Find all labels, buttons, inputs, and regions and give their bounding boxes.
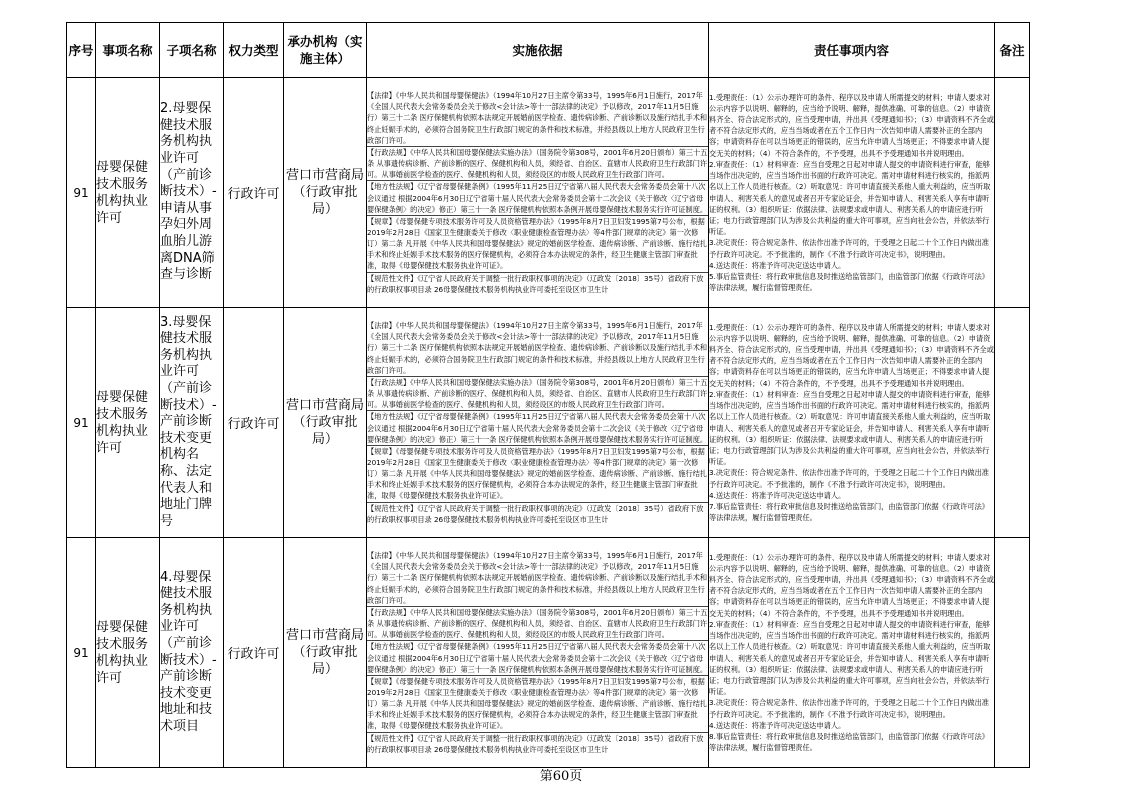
powers-table: [66, 22, 1030, 768]
row-organization: 营口市营商局（行政审批局）: [284, 78, 367, 308]
header-type: 权力类型: [224, 23, 284, 78]
basis-local-regulation: 【地方性法规】《辽宁省母婴保健条例》（1995年11月25日辽宁省第八届人民代表大会常务委员会第十八次会议通过 根据2004年6月30日辽宁省第十届人民代表大会常务委员会第十二次会议《关于修改〈辽宁省母婴保健条例〉的决定》修正）第三十一条 医疗保健机构依照本条例开展母婴保健技术服务实行许可证制度。: [367, 641, 708, 675]
duty-acceptance: 1.受理责任：（1）公示办理许可的条件、程序以及申请人所需提交的材料；申请人要求对公示内容予以说明、解释的，应当给予说明、解释，提供准确、可靠的信息。（2）申请资料齐全、符合法定形式的，应当受理申请，并出具《受理通知书》；（3）申请资料不齐全或者不符合法定形式的，应当当场或者在五个工作日内一次告知申请人需要补正的全部内容；申请资料存在可以当场更正的错误的，应当允许申请人当场更正；不得要求申请人提交无关的材料；（4）不符合条件的，不予受理，出具不予受理通知书并说明理由。: [709, 552, 994, 618]
row-sub-item-name: 2.母婴保健技术服务机构执业许可（产前诊断技术）-申请从事孕妇外周血胎儿游离DNA筛查与诊断: [160, 78, 224, 308]
duty-delivery: 4.送达责任：将准予许可决定送达申请人。: [709, 260, 846, 270]
duty-review: 2.审查责任：（1）材料审查：应当自受理之日起对申请人提交的申请资料进行审查，能够当场作出决定的，应当当场作出书面的行政许可决定。需对申请材料进行核实的，指派两名以上工作人员进行核查。（2）听取意见：许可申请直接关系他人重大利益的，应当听取申请人、利害关系人的意见或者召开专家论证会，并告知申请人、利害关系人享有申请听证的权利。（3）组织听证：依据法律、法规要求或申请人、利害关系人的申请应进行听证；电力行政管理部门认为涉及公共利益的重大许可事项，应当向社会公告，并依法举行听证。: [709, 159, 991, 237]
header-row: [67, 23, 1030, 78]
basis-normative-document: 【规范性文件】《辽宁省人民政府关于调整一批行政职权事项的决定》（辽政发〔2018〕35号）省政府下放的行政职权事项目录 26母婴保健技术服务机构执业许可委托至设区市卫生计: [367, 273, 704, 294]
header-idx: 序号: [67, 23, 96, 78]
duty-delivery: 4.送达责任：将准予许可决定送达申请人。: [709, 720, 846, 730]
basis-normative-document: 【规范性文件】《辽宁省人民政府关于调整一批行政职权事项的决定》（辽政发〔2018〕35号）省政府下放的行政职权事项目录 26母婴保健技术服务机构执业许可委托至设区市卫生计: [367, 733, 704, 754]
duty-supervision: 5.事后监管责任：将行政审批信息及时推送给监管部门，由监管部门依据《行政许可法》等法律法规，履行监督管理责任。: [709, 271, 989, 293]
row-organization: 营口市营商局（行政审批局）: [284, 538, 367, 768]
duty-delivery: 4.送达责任：将准予许可决定送达申请人。: [709, 490, 846, 500]
table-row: [67, 538, 1030, 768]
row-duty-content: [709, 308, 995, 538]
duty-decision: 3.决定责任：符合规定条件、依法作出准予许可的，于受理之日起二十个工作日内做出准予行政许可决定。不予批准的，制作《不准予行政许可决定书》，说明理由。: [709, 698, 989, 719]
basis-local-regulation: 【地方性法规】《辽宁省母婴保健条例》（1995年11月25日辽宁省第八届人民代表大会常务委员会第十八次会议通过 根据2004年6月30日辽宁省第十届人民代表大会常务委员会第十二次会议《关于修改〈辽宁省母婴保健条例〉的决定》修正）第三十一条 医疗保健机构依照本条例开展母婴保健技术服务实行许可证制度。: [367, 181, 708, 215]
header-sub: 子项名称: [160, 23, 224, 78]
duty-decision: 3.决定责任：符合规定条件、依法作出准予许可的，于受理之日起二十个工作日内做出准予行政许可决定。不予批准的，制作《不准予行政许可决定书》，说明理由。: [709, 238, 989, 259]
header-note: 备注: [995, 23, 1030, 78]
row-duty-content: [709, 538, 995, 768]
row-index: 91: [67, 538, 96, 768]
header-basis: 实施依据: [367, 23, 709, 78]
basis-admin-regulation: 【行政法规】《中华人民共和国母婴保健法实施办法》（国务院令第308号，2001年6月20日颁布）第三十五条 从事遗传病诊断、产前诊断的医疗、保健机构和人员，须经省、自治区、直辖市人民政府卫生行政部门许可。从事婚前医学检查的医疗、保健机构和人员，须经设区的市级人民政府卫生行政部门许可。: [367, 377, 708, 411]
duty-acceptance: 1.受理责任：（1）公示办理许可的条件、程序以及申请人所需提交的材料；申请人要求对公示内容予以说明、解释的，应当给予说明、解释，提供准确、可靠的信息。（2）申请资料齐全、符合法定形式的，应当受理申请，并出具《受理通知书》；（3）申请资料不齐全或者不符合法定形式的，应当当场或者在五个工作日内一次告知申请人需要补正的全部内容；申请资料存在可以当场更正的错误的，应当允许申请人当场更正；不得要求申请人提交无关的材料；（4）不符合条件的，不予受理，出具不予受理通知书并说明理由。: [709, 92, 994, 158]
row-power-type: 行政许可: [224, 538, 284, 768]
basis-admin-regulation: 【行政法规】《中华人民共和国母婴保健法实施办法》（国务院令第308号，2001年6月20日颁布）第三十五条 从事遗传病诊断、产前诊断的医疗、保健机构和人员，须经省、自治区、直辖市人民政府卫生行政部门许可。从事婚前医学检查的医疗、保健机构和人员，须经设区的市级人民政府卫生行政部门许可。: [367, 147, 708, 181]
basis-admin-regulation: 【行政法规】《中华人民共和国母婴保健法实施办法》（国务院令第308号，2001年6月20日颁布）第三十五条 从事遗传病诊断、产前诊断的医疗、保健机构和人员，须经省、自治区、直辖市人民政府卫生行政部门许可。从事婚前医学检查的医疗、保健机构和人员，须经设区的市级人民政府卫生行政部门许可。: [367, 607, 708, 641]
row-power-type: 行政许可: [224, 308, 284, 538]
row-note: [995, 538, 1030, 768]
row-sub-item-name: 4.母婴保健技术服务机构执业许可（产前诊断技术）-产前诊断技术变更地址和技术项目: [160, 538, 224, 768]
duty-acceptance: 1.受理责任：（1）公示办理许可的条件、程序以及申请人所需提交的材料；申请人要求对公示内容予以说明、解释的，应当给予说明、解释，提供准确、可靠的信息。（2）申请资料齐全、符合法定形式的，应当受理申请，并出具《受理通知书》；（3）申请资料不齐全或者不符合法定形式的，应当当场或者在五个工作日内一次告知申请人需要补正的全部内容；申请资料存在可以当场更正的错误的，应当允许申请人当场更正；不得要求申请人提交无关的材料；（4）不符合条件的，不予受理，出具不予受理通知书并说明理由。: [709, 322, 994, 388]
row-note: [995, 308, 1030, 538]
duty-decision: 3.决定责任：符合规定条件、依法作出准予许可的，于受理之日起二十个工作日内做出准予行政许可决定。不予批准的，制作《不准予行政许可决定书》，说明理由。: [709, 468, 989, 489]
row-legal-basis: [367, 538, 709, 768]
header-org: 承办机构（实施主体）: [284, 23, 367, 78]
row-index: 91: [67, 78, 96, 308]
row-index: 91: [67, 308, 96, 538]
table-row: [67, 78, 1030, 308]
basis-rule: 【规章】《母婴保健专项技术服务许可及人员资格管理办法》（1995年8月7日卫妇发1995第7号公布，根据2019年2月28日《国家卫生健康委关于修改〈职业健康检查管理办法〉等4件部门规章的决定》第一次修订）第二条 凡开展《中华人民共和国母婴保健法》规定的婚前医学检查、遗传病诊断、产前诊断、施行结扎手术和终止妊娠手术技术服务的医疗保健机构，必须符合本办法规定的条件，经卫生健康主管部门审查批准，取得《母婴保健技术服务执业许可证》。: [367, 446, 708, 503]
page-number: 第60页: [539, 769, 583, 784]
header-item: 事项名称: [96, 23, 160, 78]
row-duty-content: [709, 78, 995, 308]
row-item-name: 母婴保健技术服务机构执业许可: [96, 538, 160, 768]
row-organization: 营口市营商局（行政审批局）: [284, 308, 367, 538]
basis-law: 【法律】《中华人民共和国母婴保健法》（1994年10月27日主席令第33号，1995年6月1日施行，2017年《全国人民代表大会常务委员会关于修改<会计法>等十一部法律的决定》予以修改，2017年11月5日施行）第三十二条 医疗保健机构依照本法规定开展婚前医学检查、遗传病诊断、产前诊断以及施行结扎手术和终止妊娠手术的，必须符合国务院卫生行政部门规定的条件和技术标准，并经县级以上地方人民政府卫生行政部门许可。: [367, 550, 708, 607]
basis-local-regulation: 【地方性法规】《辽宁省母婴保健条例》（1995年11月25日辽宁省第八届人民代表大会常务委员会第十八次会议通过 根据2004年6月30日辽宁省第十届人民代表大会常务委员会第十二次会议《关于修改〈辽宁省母婴保健条例〉的决定》修正）第三十一条 医疗保健机构依照本条例开展母婴保健技术服务实行许可证制度。: [367, 411, 708, 445]
basis-law: 【法律】《中华人民共和国母婴保健法》（1994年10月27日主席令第33号，1995年6月1日施行，2017年《全国人民代表大会常务委员会关于修改<会计法>等十一部法律的决定》予以修改，2017年11月5日施行）第三十二条 医疗保健机构依照本法规定开展婚前医学检查、遗传病诊断、产前诊断以及施行结扎手术和终止妊娠手术的，必须符合国务院卫生行政部门规定的条件和技术标准，并经县级以上地方人民政府卫生行政部门许可。: [367, 90, 708, 147]
header-duty: 责任事项内容: [709, 23, 995, 78]
basis-rule: 【规章】《母婴保健专项技术服务许可及人员资格管理办法》（1995年8月7日卫妇发1995第7号公布，根据2019年2月28日《国家卫生健康委关于修改〈职业健康检查管理办法〉等4件部门规章的决定》第一次修订）第二条 凡开展《中华人民共和国母婴保健法》规定的婚前医学检查、遗传病诊断、产前诊断、施行结扎手术和终止妊娠手术技术服务的医疗保健机构，必须符合本办法规定的条件，经卫生健康主管部门审查批准，取得《母婴保健技术服务执业许可证》。: [367, 676, 708, 733]
basis-normative-document: 【规范性文件】《辽宁省人民政府关于调整一批行政职权事项的决定》（辽政发〔2018〕35号）省政府下放的行政职权事项目录 26母婴保健技术服务机构执业许可委托至设区市卫生计: [367, 503, 704, 524]
row-legal-basis: [367, 78, 709, 308]
duty-review: 2.审查责任：（1）材料审查：应当自受理之日起对申请人提交的申请资料进行审查，能够当场作出决定的，应当当场作出书面的行政许可决定。需对申请材料进行核实的，指派两名以上工作人员进行核查。（2）听取意见：许可申请直接关系他人重大利益的，应当听取申请人、利害关系人的意见或者召开专家论证会，并告知申请人、利害关系人享有申请听证的权利。（3）组织听证：依据法律、法规要求或申请人、利害关系人的申请应进行听证；电力行政管理部门认为涉及公共利益的重大许可事项，应当向社会公告，并依法举行听证。: [709, 389, 991, 467]
duty-supervision: 7.事后监管责任：将行政审批信息及时推送给监管部门，由监管部门依据《行政许可法》等法律法规，履行监督管理责任。: [709, 501, 989, 523]
duty-supervision: 8.事后监管责任：将行政审批信息及时推送给监管部门，由监管部门依据《行政许可法》等法律法规，履行监督管理责任。: [709, 731, 989, 753]
row-item-name: 母婴保健技术服务机构执业许可: [96, 78, 160, 308]
row-power-type: 行政许可: [224, 78, 284, 308]
row-sub-item-name: 3.母婴保健技术服务机构执业许可（产前诊断技术）-产前诊断技术变更机构名称、法定代表人和地址门牌号: [160, 308, 224, 538]
row-legal-basis: [367, 308, 709, 538]
basis-rule: 【规章】《母婴保健专项技术服务许可及人员资格管理办法》（1995年8月7日卫妇发1995第7号公布，根据2019年2月28日《国家卫生健康委关于修改〈职业健康检查管理办法〉等4件部门规章的决定》第一次修订）第二条 凡开展《中华人民共和国母婴保健法》规定的婚前医学检查、遗传病诊断、产前诊断、施行结扎手术和终止妊娠手术技术服务的医疗保健机构，必须符合本办法规定的条件，经卫生健康主管部门审查批准，取得《母婴保健技术服务执业许可证》。: [367, 216, 708, 273]
row-note: [995, 78, 1030, 308]
duty-review: 2.审查责任：（1）材料审查：应当自受理之日起对申请人提交的申请资料进行审查，能够当场作出决定的，应当当场作出书面的行政许可决定。需对申请材料进行核实的，指派两名以上工作人员进行核查。（2）听取意见：许可申请直接关系他人重大利益的，应当听取申请人、利害关系人的意见或者召开专家论证会，并告知申请人、利害关系人享有申请听证的权利。（3）组织听证：依据法律、法规要求或申请人、利害关系人的申请应进行听证；电力行政管理部门认为涉及公共利益的重大许可事项，应当向社会公告，并依法举行听证。: [709, 619, 991, 697]
row-item-name: 母婴保健技术服务机构执业许可: [96, 308, 160, 538]
basis-law: 【法律】《中华人民共和国母婴保健法》（1994年10月27日主席令第33号，1995年6月1日施行，2017年《全国人民代表大会常务委员会关于修改<会计法>等十一部法律的决定》予以修改，2017年11月5日施行）第三十二条 医疗保健机构依照本法规定开展婚前医学检查、遗传病诊断、产前诊断以及施行结扎手术和终止妊娠手术的，必须符合国务院卫生行政部门规定的条件和技术标准，并经县级以上地方人民政府卫生行政部门许可。: [367, 320, 708, 377]
table-row: [67, 308, 1030, 538]
